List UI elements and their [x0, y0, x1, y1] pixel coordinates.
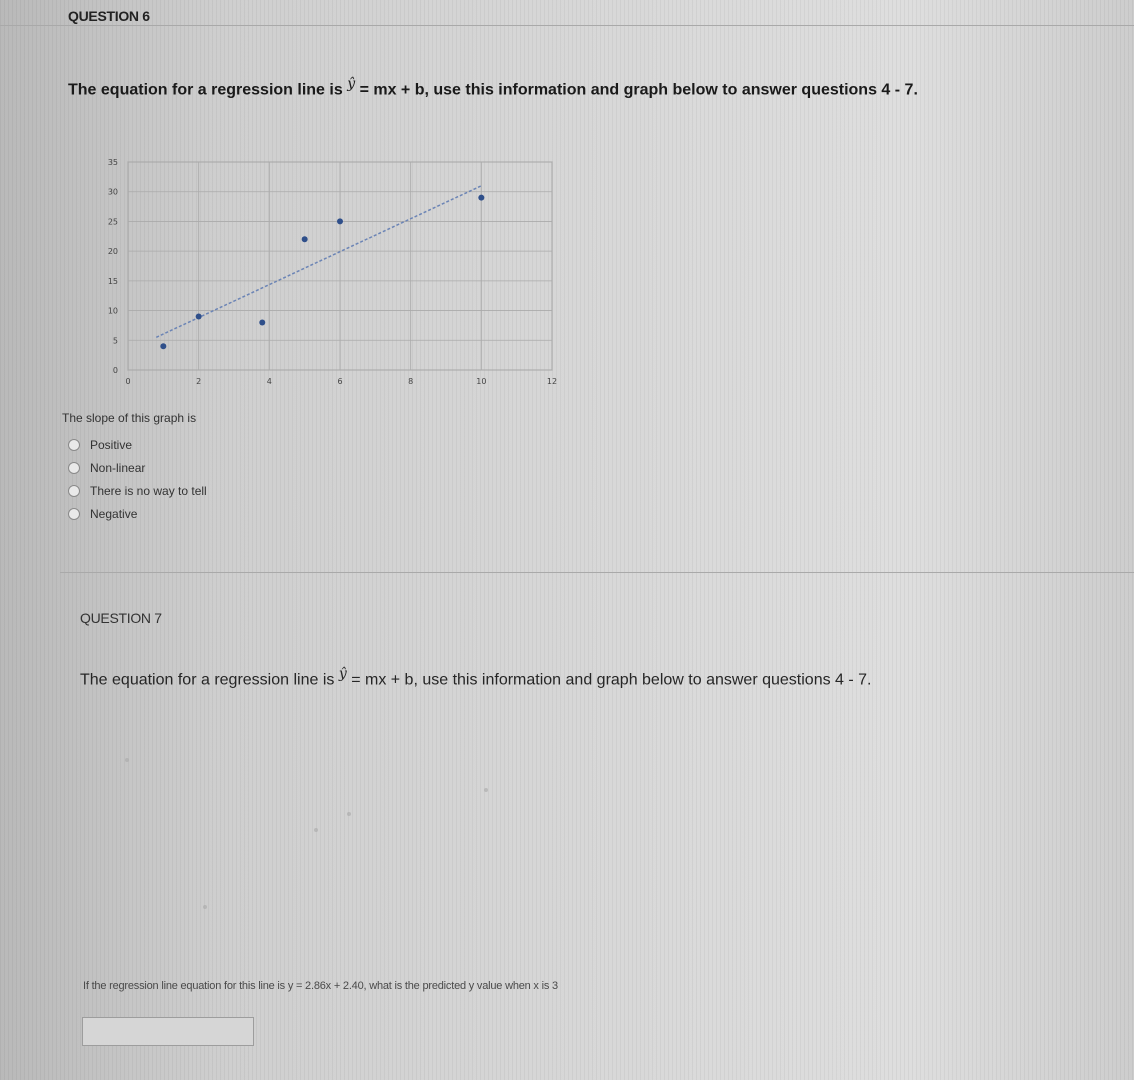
data-point: [259, 319, 265, 325]
y-tick-label: 20: [107, 247, 118, 257]
faint-graph-mark: [314, 828, 318, 832]
answer-input[interactable]: [82, 1017, 254, 1046]
question-7-text-before: The equation for a regression line is: [80, 671, 335, 689]
radio-no-way-to-tell[interactable]: [68, 485, 80, 497]
y-tick-label: 5: [112, 336, 118, 346]
faint-graph-mark: [484, 788, 488, 792]
x-tick-label: 0: [125, 377, 131, 386]
slope-options: [68, 435, 207, 527]
x-tick-label: 12: [546, 377, 558, 386]
x-axis-ticks: [125, 377, 557, 386]
option-negative[interactable]: [68, 504, 207, 524]
option-no-way-to-tell[interactable]: [68, 481, 207, 501]
x-tick-label: 8: [408, 377, 414, 386]
data-point: [337, 218, 343, 224]
regression-trendline: [156, 186, 481, 338]
question-7-text-after: = mx + b, use this information and graph below to answer questions 4 - 7.: [351, 671, 872, 689]
question-6-text-after: = mx + b, use this information and graph below to answer questions 4 - 7.: [359, 81, 918, 99]
x-tick-label: 6: [337, 377, 343, 386]
question-7-label: QUESTION 7: [80, 610, 162, 626]
y-tick-label: 10: [107, 306, 118, 316]
question-6-header: [0, 0, 1134, 26]
question-6-text: [68, 74, 1043, 100]
x-tick-label: 2: [196, 377, 202, 386]
data-point: [478, 195, 484, 201]
section-divider: [60, 572, 1134, 573]
y-axis-ticks: [108, 158, 118, 375]
data-points: [160, 195, 484, 350]
y-tick-label: 30: [107, 187, 118, 197]
option-positive[interactable]: [68, 435, 207, 455]
option-non-linear-label: Non-linear: [90, 461, 146, 475]
question-6-text-before: The equation for a regression line is: [68, 81, 343, 99]
data-point: [302, 236, 308, 242]
faint-graph-mark: [125, 758, 129, 762]
data-point: [196, 314, 202, 320]
y-hat-symbol: ŷ: [347, 76, 356, 92]
option-no-way-to-tell-label: There is no way to tell: [90, 484, 207, 498]
y-tick-label: 25: [107, 217, 118, 227]
y-tick-label: 35: [107, 158, 118, 167]
option-negative-label: Negative: [90, 507, 138, 521]
slope-question-prompt: The slope of this graph is: [62, 411, 197, 425]
radio-non-linear[interactable]: [68, 462, 80, 474]
option-non-linear[interactable]: [68, 458, 207, 478]
radio-negative[interactable]: [68, 508, 80, 520]
y-tick-label: 15: [107, 276, 118, 286]
faint-graph-mark: [347, 812, 351, 816]
faint-graph-mark: [203, 905, 207, 909]
question-7-prompt: If the regression line equation for this line is y = 2.86x + 2.40, what is the predicted y value when x is 3: [83, 980, 558, 992]
question-7-text: [80, 664, 1040, 690]
chart-grid: [128, 162, 552, 370]
question-6-label: QUESTION 6: [68, 8, 150, 24]
x-tick-label: 10: [476, 377, 487, 386]
regression-scatter-chart: [100, 152, 570, 397]
data-point: [160, 343, 166, 349]
radio-positive[interactable]: [68, 439, 80, 451]
y-tick-label: 0: [112, 366, 118, 375]
x-tick-label: 4: [266, 377, 272, 386]
y-hat-symbol-2: ŷ: [338, 666, 347, 682]
option-positive-label: Positive: [90, 438, 133, 452]
